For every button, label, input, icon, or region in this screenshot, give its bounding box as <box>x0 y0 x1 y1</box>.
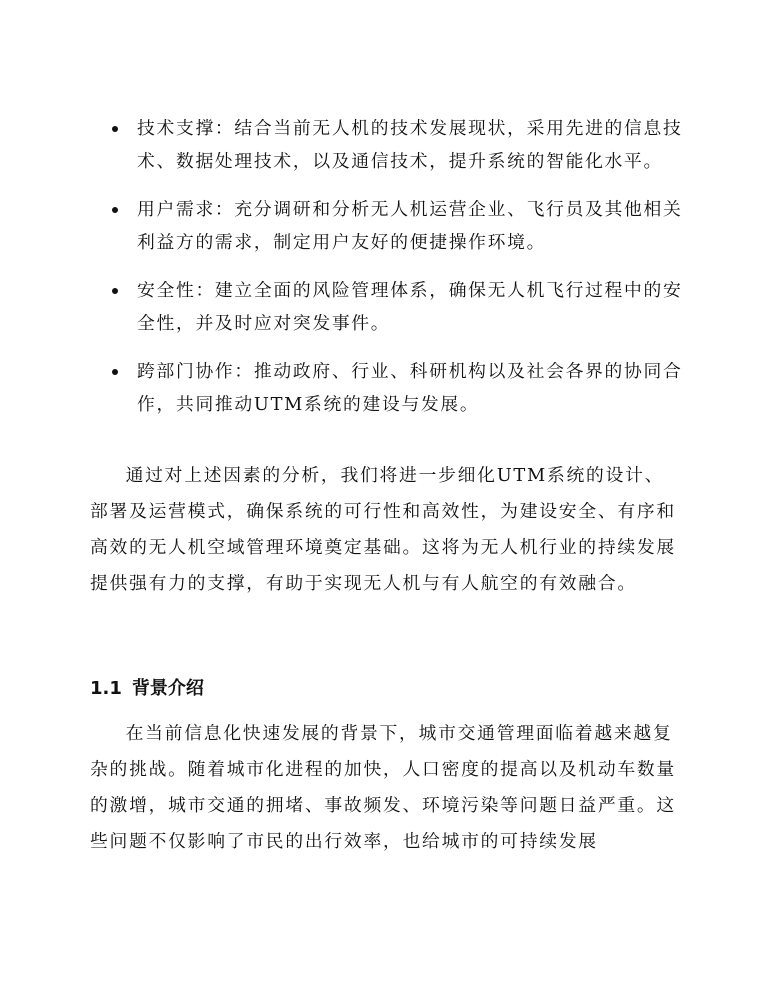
section-heading <box>90 674 204 704</box>
bullet-item <box>92 274 692 340</box>
background-paragraph: 在当前信息化快速发展的背景下，城市交通管理面临着越来越复杂的挑战。随着城市化进程的加快，人口密度的提高以及机动车数量的激增，城市交通的拥堵、事故频发、环境污染等问题日益严重。这些问题不仅影响了市民的出行效率，也给城市的可持续发展 <box>90 723 676 852</box>
bullet-list <box>92 112 692 436</box>
section-number: 1.1 <box>90 678 122 699</box>
bullet-text: 安全性：建立全面的风险管理体系，确保无人机飞行过程中的安全性，并及时应对突发事件。 <box>137 280 683 334</box>
bullet-dot-icon <box>112 369 118 375</box>
bullet-dot-icon <box>112 126 118 132</box>
bullet-text: 用户需求：充分调研和分析无人机运营企业、飞行员及其他相关利益方的需求，制定用户友好的便捷操作环境。 <box>137 199 683 253</box>
bullet-text: 跨部门协作：推动政府、行业、科研机构以及社会各界的协同合作，共同推动UTM系统的建设与发展。 <box>137 361 683 415</box>
bullet-dot-icon <box>112 207 118 213</box>
bullet-item <box>92 355 692 421</box>
section-title: 背景介绍 <box>131 678 204 699</box>
bullet-item <box>92 112 692 178</box>
bullet-item <box>92 193 692 259</box>
bullet-dot-icon <box>112 288 118 294</box>
bullet-text: 技术支撑：结合当前无人机的技术发展现状，采用先进的信息技术、数据处理技术，以及通信技术，提升系统的智能化水平。 <box>137 118 683 172</box>
summary-paragraph: 通过对上述因素的分析，我们将进一步细化UTM系统的设计、部署及运营模式，确保系统的可行性和高效性，为建设安全、有序和高效的无人机空域管理环境奠定基础。这将为无人机行业的持续发展提供强有力的支撑，有助于实现无人机与有人航空的有效融合。 <box>90 465 676 594</box>
